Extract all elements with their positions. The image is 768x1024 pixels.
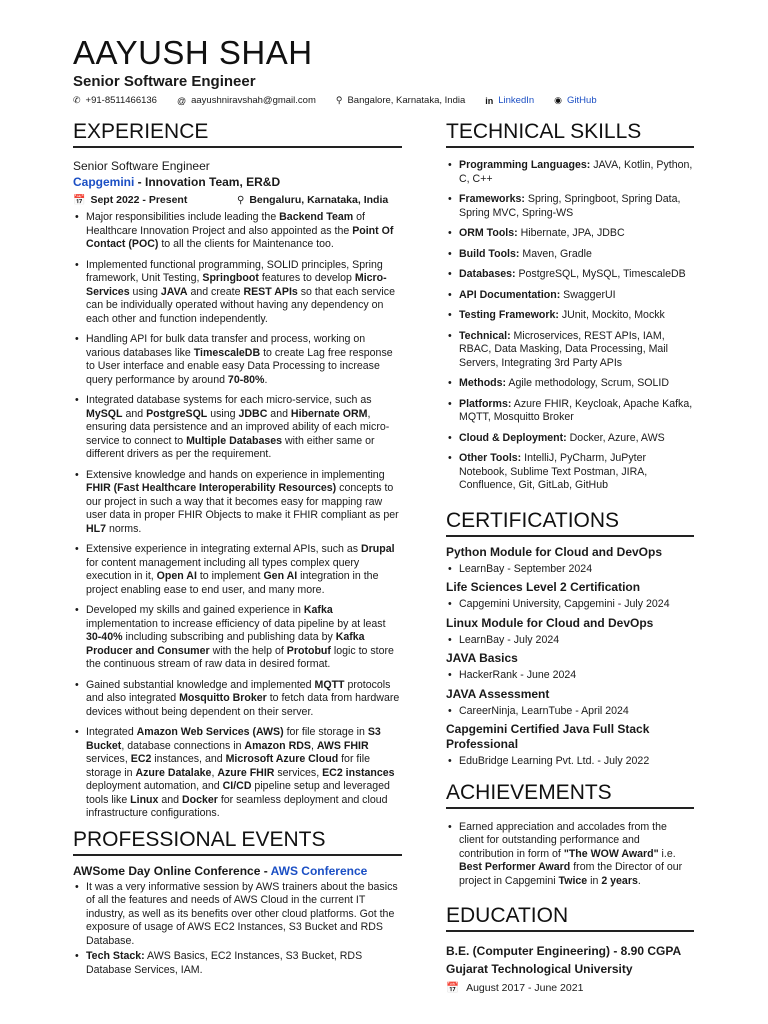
event-bullets xyxy=(73,881,402,978)
skill-item: • Platforms: Azure FHIR, Keycloak, Apache Kafka, MQTT, Mosquitto Broker xyxy=(446,398,694,425)
experience-heading: EXPERIENCE xyxy=(73,120,402,148)
event-link[interactable]: AWS Conference xyxy=(270,863,368,878)
experience-location: Bengaluru, Karnataka, India xyxy=(249,194,389,206)
skill-item: • Frameworks: Spring, Springboot, Spring Data, Spring MVC, Spring-WS xyxy=(446,193,694,220)
skill-item: • Testing Framework: JUnit, Mockito, Mockk xyxy=(446,309,694,323)
achievements-heading: ACHIEVEMENTS xyxy=(446,781,694,809)
certification-title: Python Module for Cloud and DevOps xyxy=(446,544,662,559)
list-item: • Tech Stack: AWS Basics, EC2 Instances, S3 Bucket, RDS Database Services, IAM. xyxy=(73,950,402,977)
list-item: • Developed my skills and gained experience in Kafka implementation to increase efficiency of data pipeline by at least 30-40% including subscribing and publishing data by Kafka Producer and Consumer with the help of Protobuf logic to store the continuous stream of raw data in desired format. xyxy=(73,604,402,672)
certification-title: JAVA Basics xyxy=(446,651,518,665)
calendar-icon: 📅 xyxy=(73,194,86,206)
map-pin-icon: ⚲ xyxy=(335,95,343,105)
skill-item: • API Documentation: SwaggerUI xyxy=(446,289,694,303)
experience-org xyxy=(73,175,402,189)
education-dates: August 2017 - June 2021 xyxy=(466,981,584,994)
experience-role: Senior Software Engineer xyxy=(73,159,210,173)
phone-text: +91-8511466136 xyxy=(85,95,157,106)
event-title xyxy=(73,864,402,878)
team-text: - Innovation Team, ER&D xyxy=(134,175,281,189)
list-item: • Integrated database systems for each micro-service, such as MySQL and PostgreSQL using JDBC and Hibernate ORM, ensuring data persistence and an improved ability of each micro-service to connect to Multiple Databases with either same or different drivers as per the requirement. xyxy=(73,394,402,462)
certification-title: Life Sciences Level 2 Certification xyxy=(446,580,641,594)
list-item: • Handling API for bulk data transfer and process, working on various databases like TimescaleDB to create Lag free response to User interface and enable easy Data Processing to increase query performance by around 70-80%. xyxy=(73,333,402,387)
calendar-icon: 📅 xyxy=(446,982,460,994)
left-column xyxy=(73,120,402,979)
linkedin-link[interactable] xyxy=(485,95,534,106)
phone-icon: ✆ xyxy=(73,95,81,105)
skill-item: • Methods: Agile methodology, Scrum, SOLID xyxy=(446,377,694,391)
certification-detail: • HackerRank - June 2024 xyxy=(446,669,694,683)
skill-item: • Databases: PostgreSQL, MySQL, TimescaleDB xyxy=(446,268,694,282)
certification-detail: • CareerNinja, LearnTube - April 2024 xyxy=(446,705,694,719)
at-icon: @ xyxy=(176,95,187,106)
certification-detail: • LearnBay - September 2024 xyxy=(446,563,694,577)
event-name: AWSome Day Online Conference - xyxy=(73,863,271,878)
experience-meta xyxy=(73,194,402,206)
job-title: Senior Software Engineer xyxy=(73,73,256,90)
github-link[interactable] xyxy=(554,95,596,106)
location-contact xyxy=(336,95,465,106)
certifications-heading: CERTIFICATIONS xyxy=(446,509,694,537)
skills-list xyxy=(446,159,694,493)
education-degree: B.E. (Computer Engineering) - 8.90 CGPA xyxy=(446,944,682,958)
right-column xyxy=(446,120,694,994)
list-item: • Extensive experience in integrating external APIs, such as Drupal for content management including all types complex query execution in it, Open AI to implement Gen AI integration in the project enabling ease to end user, and many more. xyxy=(73,543,402,597)
list-item: • Integrated Amazon Web Services (AWS) for file storage in S3 Bucket, database connections in Amazon RDS, AWS FHIR services, EC2 instances, and Microsoft Azure Cloud for file storage in Azure Datalake, Azure FHIR services, EC2 instances deployment automation, and CI/CD pipeline setup and leveraged tools like Linux and Docker for seamless deployment and cloud infrastructure configurations. xyxy=(73,726,402,821)
list-item: • Gained substantial knowledge and implemented MQTT protocols and also integrated Mosquitto Broker to fetch data from hardware devices without being dependent on their server. xyxy=(73,679,402,720)
list-item: • Extensive knowledge and hands on experience in implementing FHIR (Fast Healthcare Interoperability Resources) concepts to our project in such a way that it becomes easy for mapping raw user data in proper FHIR Objects to make it FHIR compliant as per HL7 norms. xyxy=(73,469,402,537)
skill-item: • Other Tools: IntelliJ, PyCharm, JuPyter Notebook, Sublime Text Postman, JIRA, Confluence, Git, GitLab, GitHub xyxy=(446,452,694,493)
certification-title: Linux Module for Cloud and DevOps xyxy=(446,615,654,630)
certification-detail: • Capgemini University, Capgemini - July 2024 xyxy=(446,598,694,612)
skill-item: • Cloud & Deployment: Docker, Azure, AWS xyxy=(446,432,694,446)
experience-dates: Sept 2022 - Present xyxy=(90,194,188,206)
phone-contact[interactable] xyxy=(73,95,157,106)
location-text: Bangalore, Karnataka, India xyxy=(347,95,466,106)
company-link[interactable]: Capgemini xyxy=(73,175,135,189)
education-heading: EDUCATION xyxy=(446,904,694,932)
certification-title: Capgemini Certified Java Full Stack Professional xyxy=(446,722,650,751)
list-item: • It was a very informative session by AWS trainers about the basics of all the features and needs of AWS Cloud in the current IT industry, as well as its benefits over other cloud platforms. Got the exposure of usage of AWS EC2 Instances, S3 Bucket and RDS Database. xyxy=(73,881,402,949)
list-item: • Implemented functional programming, SOLID principles, Spring framework, Unit Testing, Springboot features to develop Micro-Services using JAVA and create REST APIs so that each service can be individually operated without having any dependency on each other and function independently. xyxy=(73,259,402,327)
github-icon: ◉ xyxy=(554,95,563,105)
list-item: • Major responsibilities include leading the Backend Team of Healthcare Innovation Project and also appointed as the Point Of Contact (POC) to all the clients for Maintenance too. xyxy=(73,211,402,252)
skill-item: • ORM Tools: Hibernate, JPA, JDBC xyxy=(446,227,694,241)
certification-title: JAVA Assessment xyxy=(446,686,550,701)
certification-detail: • EduBridge Learning Pvt. Ltd. - July 2022 xyxy=(446,755,694,769)
contact-bar xyxy=(73,95,597,106)
map-pin-icon: ⚲ xyxy=(237,194,245,206)
candidate-name: AAYUSH SHAH xyxy=(73,34,313,71)
skill-item: • Programming Languages: JAVA, Kotlin, Python, C, C++ xyxy=(446,159,694,186)
skills-heading: TECHNICAL SKILLS xyxy=(446,120,694,148)
email-text: aayushniravshah@gmail.com xyxy=(191,95,316,106)
linkedin-text: LinkedIn xyxy=(498,95,535,106)
experience-bullets xyxy=(73,211,402,821)
certification-detail: • LearnBay - July 2024 xyxy=(446,634,694,648)
achievements-bullets xyxy=(446,821,694,889)
events-heading: PROFESSIONAL EVENTS xyxy=(73,828,402,856)
email-contact[interactable] xyxy=(177,95,316,106)
education-dates-row xyxy=(446,981,694,994)
github-text: GitHub xyxy=(567,95,597,106)
skill-item: • Technical: Microservices, REST APIs, IAM, RBAC, Data Masking, Data Processing, Mail Servers, Integrating 3rd Party APIs xyxy=(446,330,694,371)
linkedin-icon: in xyxy=(485,95,494,106)
certifications-list xyxy=(446,545,694,769)
list-item: • Earned appreciation and accolades from the client for outstanding performance and contribution in form of "The WOW Award" i.e. Best Performer Award from the Director of our project in Capgemini Twice in 2 years. xyxy=(446,821,694,889)
skill-item: • Build Tools: Maven, Gradle xyxy=(446,248,694,262)
education-institution: Gujarat Technological University xyxy=(446,962,633,976)
